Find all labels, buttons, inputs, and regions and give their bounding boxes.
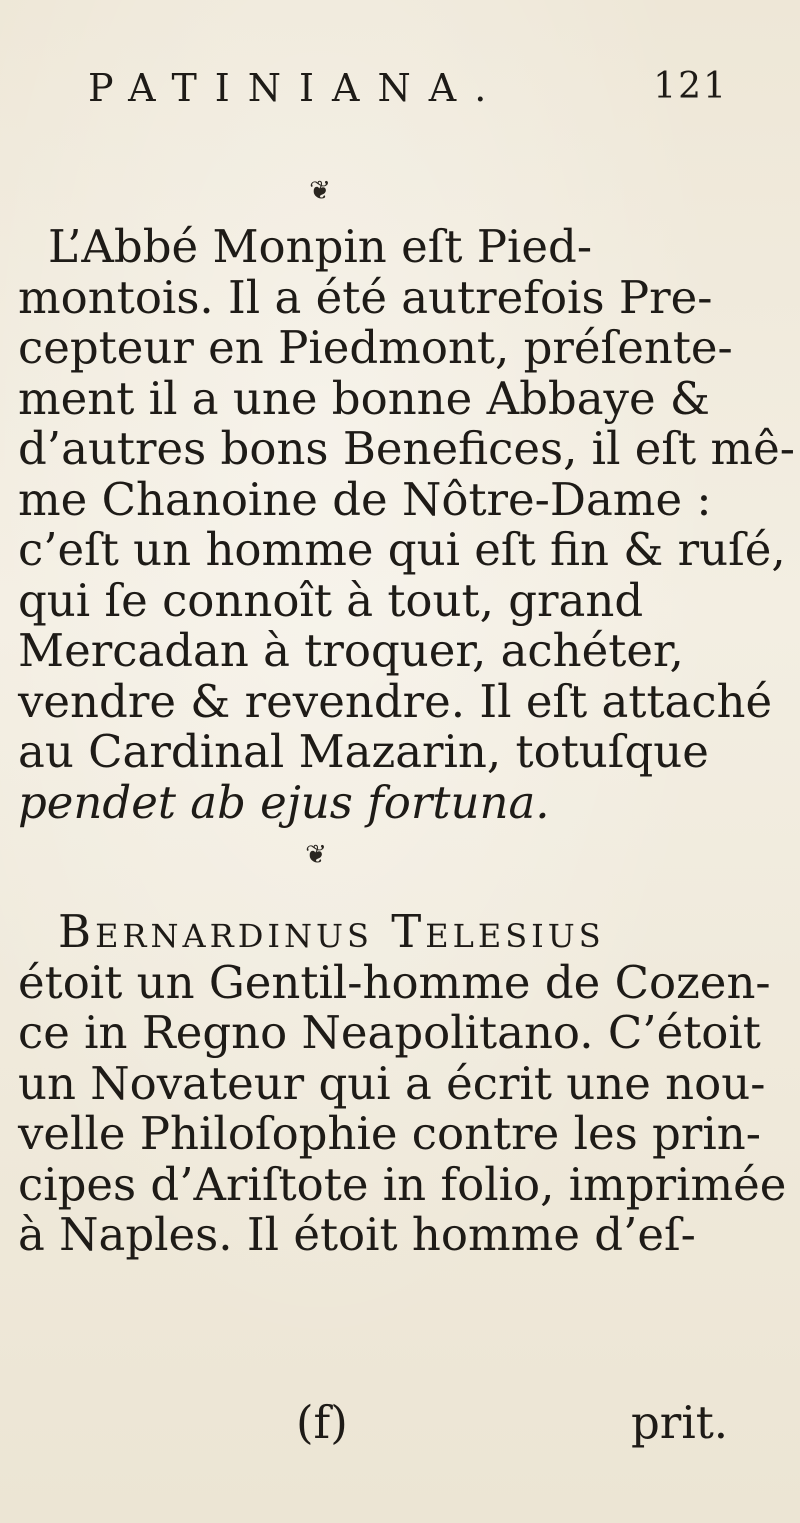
- text-line: cepteur en Piedmont, préſente-: [18, 321, 733, 374]
- entry-heading: Bernardinus Telesius: [58, 905, 605, 958]
- text-line: cipes d’Ariſtote in folio, imprimée: [18, 1157, 787, 1211]
- signature-mark: (f): [296, 1396, 348, 1449]
- running-title: PATINIANA.: [88, 66, 505, 110]
- text-line: L’Abbé Monpin eſt Pied-: [48, 220, 593, 273]
- text-line: me Chanoine de Nôtre-Dame :: [18, 472, 712, 526]
- entry-abbe-monpin: [18, 220, 795, 829]
- text-line: ment il a une bonne Abbaye &: [18, 371, 710, 425]
- text-line: vendre & revendre. Il eſt attaché: [18, 674, 773, 728]
- catchword: prit.: [631, 1396, 729, 1449]
- text-line: pendet ab ejus fortuna.: [18, 775, 550, 829]
- text-line: à Naples. Il étoit homme d’eſ-: [18, 1208, 696, 1261]
- text-line: c’eſt un homme qui eſt fin & ruſé,: [18, 523, 786, 576]
- text-line: ce in Regno Neapolitano. C’étoit: [18, 1006, 761, 1059]
- text-line: un Novateur qui a écrit une nou-: [18, 1056, 766, 1110]
- entry-bernardinus-telesius: [18, 905, 787, 1261]
- text-line: Mercadan à troquer, achéter,: [18, 624, 684, 677]
- text-line: d’autres bons Benefices, il eſt mê-: [18, 422, 795, 475]
- text-line: étoit un Gentil-homme de Cozen-: [18, 955, 771, 1009]
- text-line: montois. Il a été autrefois Pre-: [18, 270, 713, 324]
- text-line: au Cardinal Mazarin, totuſque: [18, 725, 709, 778]
- fleuron-ornament-top: ❦: [309, 176, 331, 206]
- text-line: qui ſe connoît à tout, grand: [18, 573, 644, 627]
- running-header: [88, 66, 728, 110]
- fleuron-ornament-middle: ❦: [305, 840, 327, 870]
- page-number: 121: [653, 66, 728, 107]
- text-line: velle Philoſophie contre les prin-: [18, 1107, 761, 1160]
